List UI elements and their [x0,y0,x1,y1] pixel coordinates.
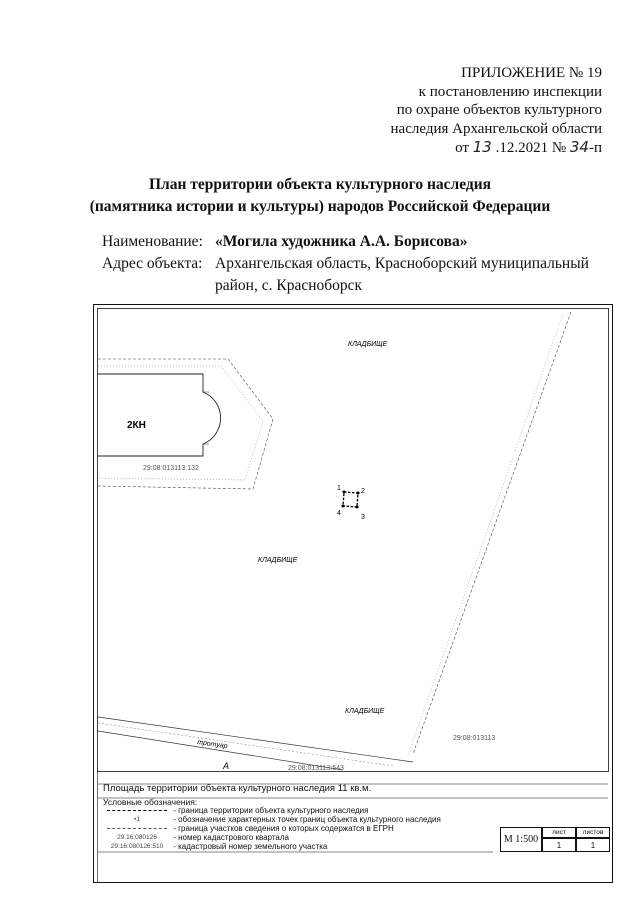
title-block [500,827,610,852]
name-label: Наименование: [102,233,203,250]
decree-suffix: -п [588,140,602,156]
label-building-2kn: 2КН [127,420,146,431]
area-statement: Площадь территории объекта культурного наследия 11 кв.м. [103,783,372,794]
point-2-marker [357,492,360,495]
date-day-handwritten: 13 [472,138,492,156]
legend-title: Условные обозначения: [103,797,198,807]
address-line-1: Архангельская область, Красноборский муниципальный [215,255,589,272]
sidewalk-line-1 [98,717,413,762]
point-label-2: 2 [361,488,365,495]
point-label-1: 1 [337,485,341,492]
title-line-2: (памятника истории и культуры) народов Российской Федерации [89,198,551,215]
address-value [215,253,615,297]
legend-item-quarter [103,833,289,842]
label-parcel-543: 29:08:013113:543 [288,765,344,772]
legend-item-points [103,815,441,824]
legend-symbol: •1 [134,816,140,824]
appendix-number: ПРИЛОЖЕНИЕ № 19 [461,65,602,81]
label-parcel-132: 29:08:013113:132 [143,465,199,472]
date-prefix: от [455,140,469,156]
sheet-number: 1 [542,838,576,852]
map-frame-inner [98,309,609,772]
point-label-3: 3 [361,514,365,521]
sheet-label: лист [542,827,576,838]
legend-text: - граница территории объекта культурного наследия [173,806,369,815]
legend-item-object-boundary [103,806,368,815]
point-label-4: 4 [337,510,341,517]
label-sidewalk: тротуар [196,739,228,751]
parcel-543-boundary-east [413,312,571,754]
header-date-line [391,138,602,158]
label-quarter: 29:08:013113 [453,735,496,742]
decree-number-handwritten: 34 [569,138,589,156]
legend-item-parcel [103,842,327,851]
legend-item-egrn-boundary [103,824,394,833]
address-line-2: район, с. Красноборск [215,277,363,294]
scale: М 1:500 [500,827,542,852]
frame-outer [94,305,613,883]
object-boundary [343,492,358,507]
label-road: А [223,761,230,771]
header-line-decree: к постановлению инспекции [418,83,602,100]
point-3-marker [356,506,359,509]
appendix-header [391,64,602,158]
legend-text: - обозначение характерных точек границ объекта культурного наследия [173,815,441,824]
name-value: «Могила художника А.А. Борисова» [215,233,468,250]
sheets-label: листов [576,827,610,838]
label-cemetery-top: КЛАДБИЩЕ [348,341,388,348]
point-4-marker [342,505,345,508]
legend-text: - граница участков сведения о которых содержатся в ЕГРН [173,824,394,833]
header-line-region: наследия Архангельской области [390,120,602,137]
legend-symbol: 29:16:080126:510 [110,843,164,851]
sheets-total: 1 [576,838,610,852]
church-building [98,374,221,456]
legend-text: - кадастровый номер земельного участка [173,842,328,851]
legend-text: - номер кадастрового квартала [173,833,289,842]
address-label: Адрес объекта: [102,255,203,272]
label-cemetery-mid: КЛАДБИЩЕ [258,557,298,564]
legend-symbol: 29:16:080126 [117,834,157,842]
header-line-inspection: по охране объектов культурного [396,102,602,118]
document-title [0,174,640,218]
point-1-marker [343,491,346,494]
label-cemetery-bottom: КЛАДБИЩЕ [345,708,385,715]
title-line-1: План территории объекта культурного наследия [148,176,492,193]
date-rest: .12.2021 № [495,140,567,156]
